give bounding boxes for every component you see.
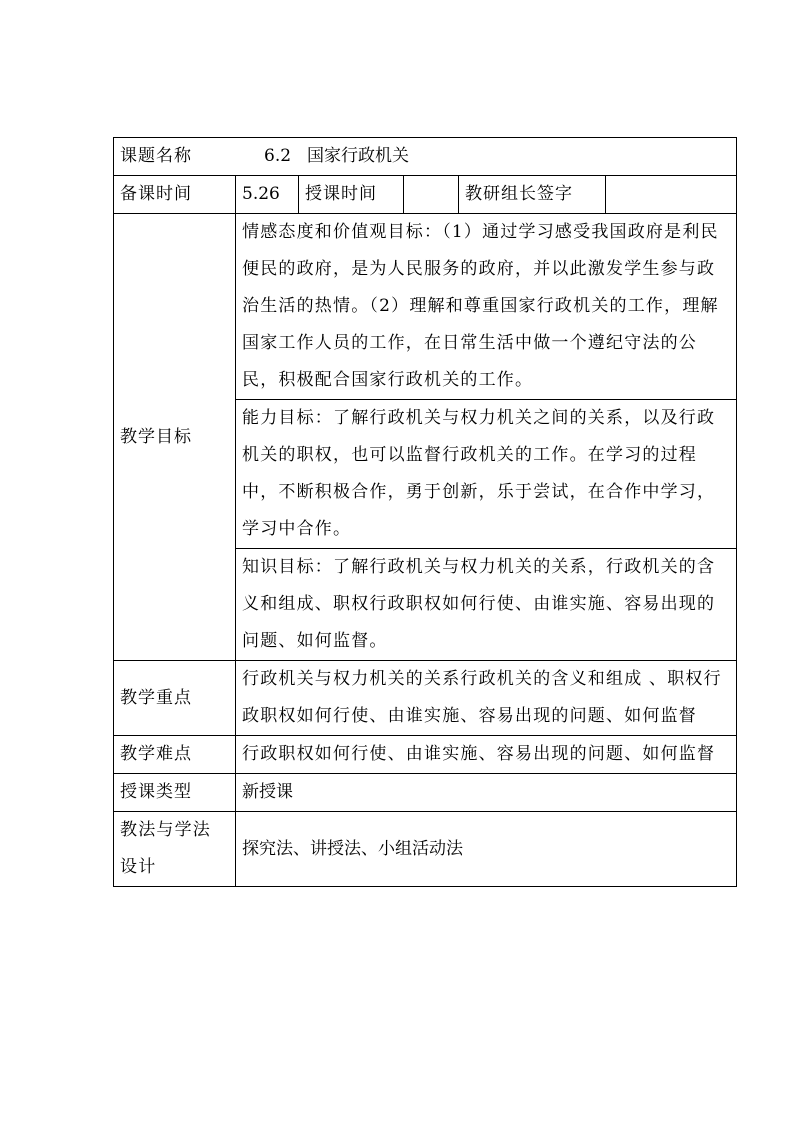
prep-time-label: 备课时间 xyxy=(114,176,236,214)
objectives-row-emotion xyxy=(114,214,737,400)
course-title xyxy=(264,138,425,175)
section-title: 国家行政机关 xyxy=(307,146,410,166)
emotion-objective: 情感态度和价值观目标：（1）通过学习感受我国政府是利民 便民的政府，是为人民服务的政府，并以此激发学生参与政治生活的热情。（2）理解和尊重国家行政机关的工作，理解国家工作人员的工作，在日常生活中做一个遵纪守法的公民，积极配合国家行政机关的工作。 xyxy=(236,214,737,400)
lesson-type-row xyxy=(114,774,737,812)
lesson-plan-sheet xyxy=(113,137,736,887)
signature-value xyxy=(606,176,737,214)
difficulties-label: 教学难点 xyxy=(114,736,236,774)
teach-time-value xyxy=(404,176,459,214)
teach-time-label: 授课时间 xyxy=(299,176,404,214)
lesson-type-value: 新授课 xyxy=(236,774,737,812)
meta-row xyxy=(114,176,737,214)
ability-objective: 能力目标：了解行政机关与权力机关之间的关系，以及行政机关的职权，也可以监督行政机关的工作。在学习的过程中，不断积极合作，勇于创新，乐于尝试，在合作中学习，学习中合作。 xyxy=(236,400,737,549)
section-number: 6.2 xyxy=(264,146,292,166)
difficulties-value: 行政职权如何行使、由谁实施、容易出现的问题、如何监督 xyxy=(236,736,737,774)
signature-label: 教研组长签字 xyxy=(459,176,606,214)
objectives-label: 教学目标 xyxy=(114,214,236,661)
methods-label: 教法与学法设计 xyxy=(114,812,236,887)
methods-value: 探究法、讲授法、小组活动法 xyxy=(236,812,737,887)
key-points-row xyxy=(114,661,737,736)
key-points-label: 教学重点 xyxy=(114,661,236,736)
prep-time-value: 5.26 xyxy=(236,176,299,214)
key-points-value: 行政机关与权力机关的关系行政机关的含义和组成 、职权行政职权如何行使、由谁实施、容易出现的问题、如何监督 xyxy=(236,661,737,736)
course-title-label: 课题名称 xyxy=(120,146,192,166)
lesson-type-label: 授课类型 xyxy=(114,774,236,812)
title-cell xyxy=(114,138,737,176)
knowledge-objective: 知识目标：了解行政机关与权力机关的关系，行政机关的含义和组成、职权行政职权如何行使、由谁实施、容易出现的问题、如何监督。 xyxy=(236,549,737,661)
title-row xyxy=(114,138,737,176)
methods-row xyxy=(114,812,737,887)
lesson-plan-table xyxy=(113,137,737,887)
difficulties-row xyxy=(114,736,737,774)
